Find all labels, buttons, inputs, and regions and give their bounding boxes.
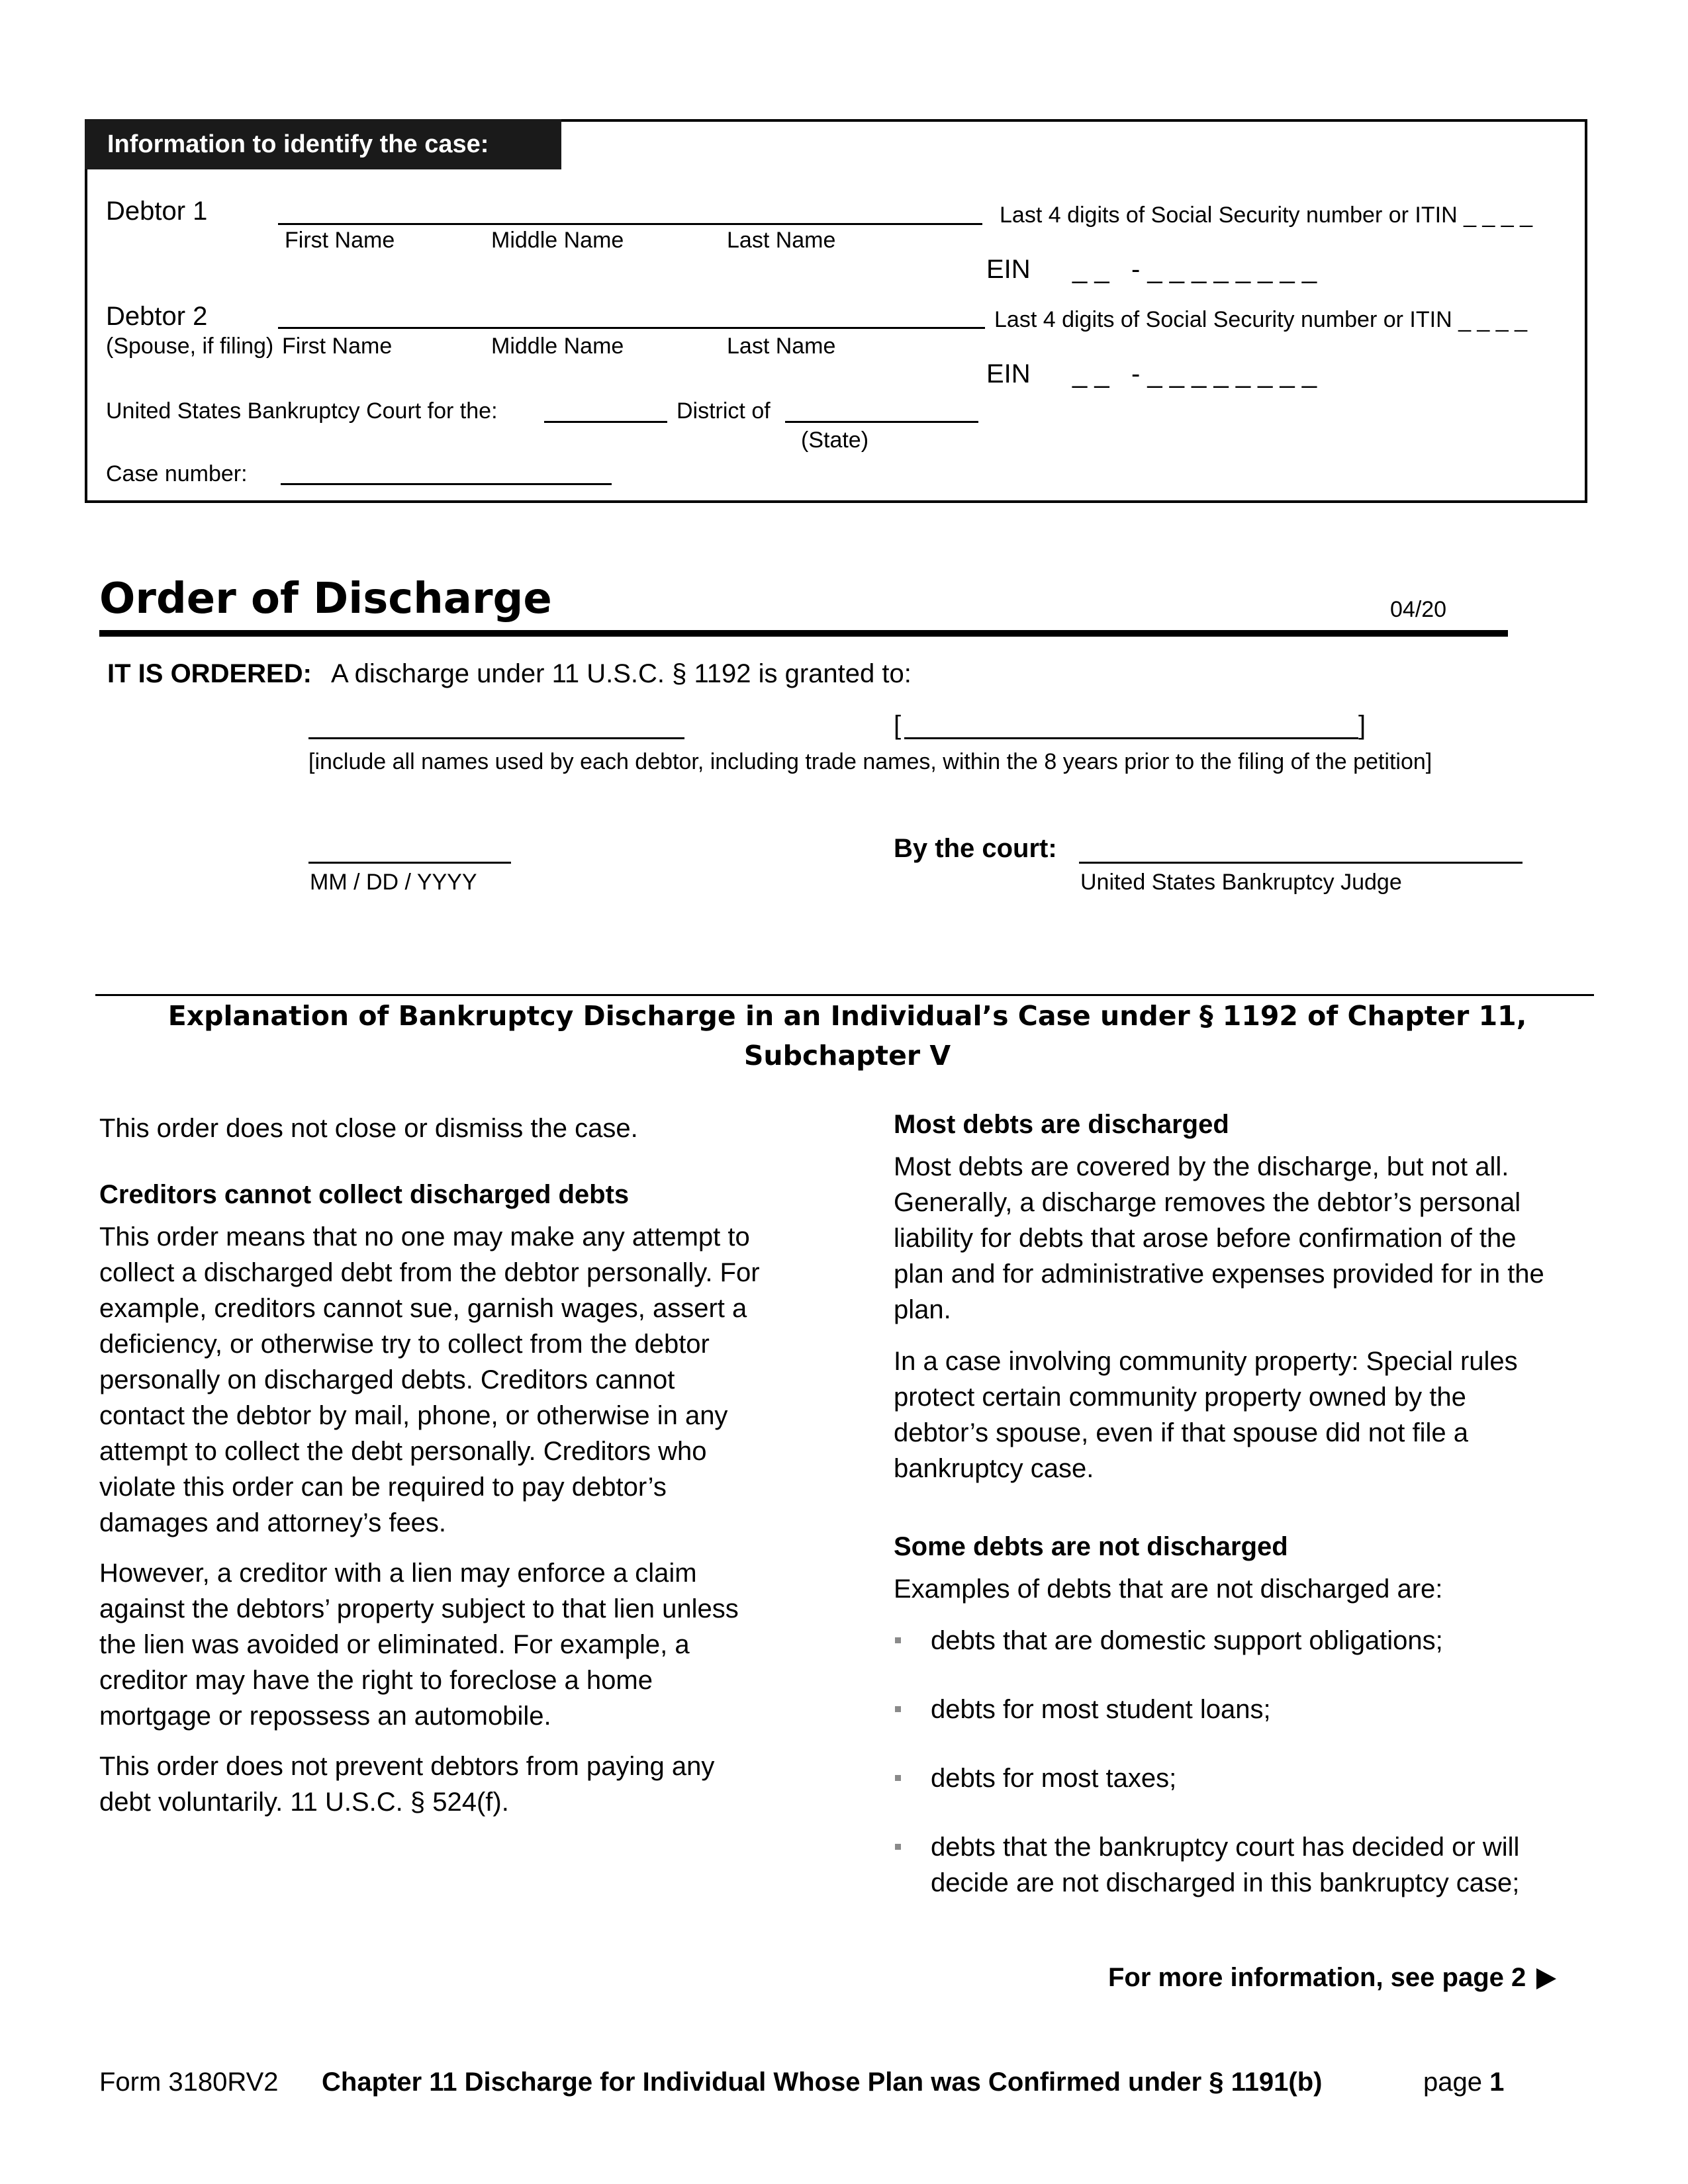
bullet-item: debts for most student loans; [894, 1692, 1556, 1727]
date-field[interactable] [308, 862, 511, 864]
ordered-text: A discharge under 11 U.S.C. § 1192 is granted to: [331, 659, 912, 688]
debtor1-name-field[interactable] [278, 223, 982, 225]
include-names-note: [include all names used by each debtor, including trade names, within the 8 years prior to the filing of the petition] [308, 749, 1432, 774]
footer-page-number: 1 [1489, 2068, 1505, 2097]
right-paragraph-1: Most debts are covered by the discharge, but not all. Generally, a discharge removes the debtor’s personal liability for debts that arose before confirmation of the plan and for administrative expenses provided for in the plan. [894, 1152, 1544, 1324]
debtor1-middle-name-label: Middle Name [491, 228, 624, 253]
debtor1-ein-field[interactable]: _ _ - _ _ _ _ _ _ _ _ [1072, 255, 1317, 284]
bullet-square-icon [895, 1775, 901, 1781]
debtor2-ssn-label: Last 4 digits of Social Security number or ITIN _ _ _ _ [994, 307, 1528, 332]
debtor2-first-name-label: First Name [282, 334, 393, 359]
debtor1-first-name-label: First Name [285, 228, 395, 253]
bullet-square-icon [895, 1844, 901, 1850]
bullet-item: debts for most taxes; [894, 1760, 1556, 1796]
explanation-title-line2: Subchapter V [743, 1040, 951, 1071]
right-heading-discharged: Most debts are discharged [894, 1110, 1229, 1139]
left-paragraph-1: This order does not close or dismiss the case. [99, 1114, 638, 1143]
explanation-title-line1: Explanation of Bankruptcy Discharge in an Individual’s Case under § 1192 of Chapter 11, [167, 1000, 1527, 1032]
debtor2-ein-label: EIN [986, 359, 1031, 388]
right-paragraph-2: In a case involving community property: Special rules protect certain community property owned by the debtor’s spouse, even if that spouse did not file a bankruptcy case. [894, 1347, 1518, 1483]
debtor2-spouse-note: (Spouse, if filing) [106, 334, 274, 359]
bullet-square-icon [895, 1637, 901, 1643]
by-court-label: By the court: [894, 834, 1057, 863]
left-paragraph-4: This order does not prevent debtors from paying any debt voluntarily. 11 U.S.C. § 524(f). [99, 1752, 715, 1817]
debtor2-ssn-field[interactable]: _ _ _ _ [1458, 307, 1528, 332]
bullet-item: debts that the bankruptcy court has decided or will decide are not discharged in this bankruptcy case; [894, 1829, 1556, 1901]
footer-form-title: Chapter 11 Discharge for Individual Whose Plan was Confirmed under § 1191(b) [322, 2068, 1323, 2097]
court-label: United States Bankruptcy Court for the: [106, 398, 498, 424]
left-paragraph-3: However, a creditor with a lien may enforce a claim against the debtors’ property subject to that lien unless the lien was avoided or eliminated. For example, a creditor may have the right to foreclose a home mortgage or repossess an automobile. [99, 1559, 739, 1731]
title-rule [99, 630, 1508, 637]
debtor1-last-name-label: Last Name [727, 228, 836, 253]
arrow-right-icon [1536, 1968, 1556, 1989]
right-column [894, 1107, 1556, 1901]
debtor2-label: Debtor 2 [106, 302, 208, 331]
judge-label: United States Bankruptcy Judge [1080, 870, 1402, 895]
footer-page: page 1 [1423, 2068, 1505, 2097]
footer-form-id: Form 3180RV2 [99, 2068, 279, 2097]
district-label: District of [677, 398, 771, 424]
ordered-label: IT IS ORDERED: [107, 659, 312, 688]
debtor2-name-field[interactable] [278, 327, 985, 329]
debtor1-label: Debtor 1 [106, 197, 208, 226]
left-column [99, 1111, 761, 1820]
explanation-title [99, 996, 1595, 1075]
debtor-name-field[interactable] [308, 737, 684, 739]
state-label: (State) [801, 428, 869, 453]
bullet-item: debts that are domestic support obligations; [894, 1623, 1556, 1659]
left-paragraph-2: This order means that no one may make any attempt to collect a discharged debt from the debtor personally. For example, creditors cannot sue, garnish wages, assert a deficiency, or otherwise try to collect from the debtor personally on discharged debts. Creditors cannot contact the debtor by mail, phone, or otherwise in any attempt to collect the debt personally. Creditors who violate this order can be required to pay debtor’s damages and attorney’s fees. [99, 1222, 760, 1537]
debtor1-ein-label: EIN [986, 255, 1031, 284]
form-version: 04/20 [1390, 597, 1447, 622]
judge-signature-field[interactable] [1079, 862, 1523, 864]
district-field[interactable] [785, 421, 978, 423]
case-number-label: Case number: [106, 461, 248, 486]
bracket-open: [ [894, 711, 902, 740]
right-heading-not-discharged: Some debts are not discharged [894, 1532, 1288, 1561]
ordered-statement [107, 659, 912, 689]
right-paragraph-3: Examples of debts that are not discharged are: [894, 1574, 1443, 1604]
case-info-header: Information to identify the case: [85, 119, 561, 169]
court-field[interactable] [544, 421, 667, 423]
debtor2-last-name-label: Last Name [727, 334, 836, 359]
more-info-link[interactable]: For more information, see page 2 [1108, 1963, 1556, 1993]
page-title: Order of Discharge [99, 574, 552, 623]
debtor1-ssn-field[interactable]: _ _ _ _ [1464, 203, 1533, 228]
debtor-alias-field[interactable] [904, 737, 1358, 739]
debtor2-ein-field[interactable]: _ _ - _ _ _ _ _ _ _ _ [1072, 359, 1317, 388]
case-number-field[interactable] [281, 483, 612, 485]
debtor1-ssn-label: Last 4 digits of Social Security number or ITIN _ _ _ _ [1000, 203, 1533, 228]
left-heading-creditors: Creditors cannot collect discharged debts [99, 1180, 630, 1209]
bullet-square-icon [895, 1706, 901, 1712]
debtor2-middle-name-label: Middle Name [491, 334, 624, 359]
date-format-label: MM / DD / YYYY [310, 870, 477, 895]
bracket-close: ] [1358, 711, 1366, 740]
